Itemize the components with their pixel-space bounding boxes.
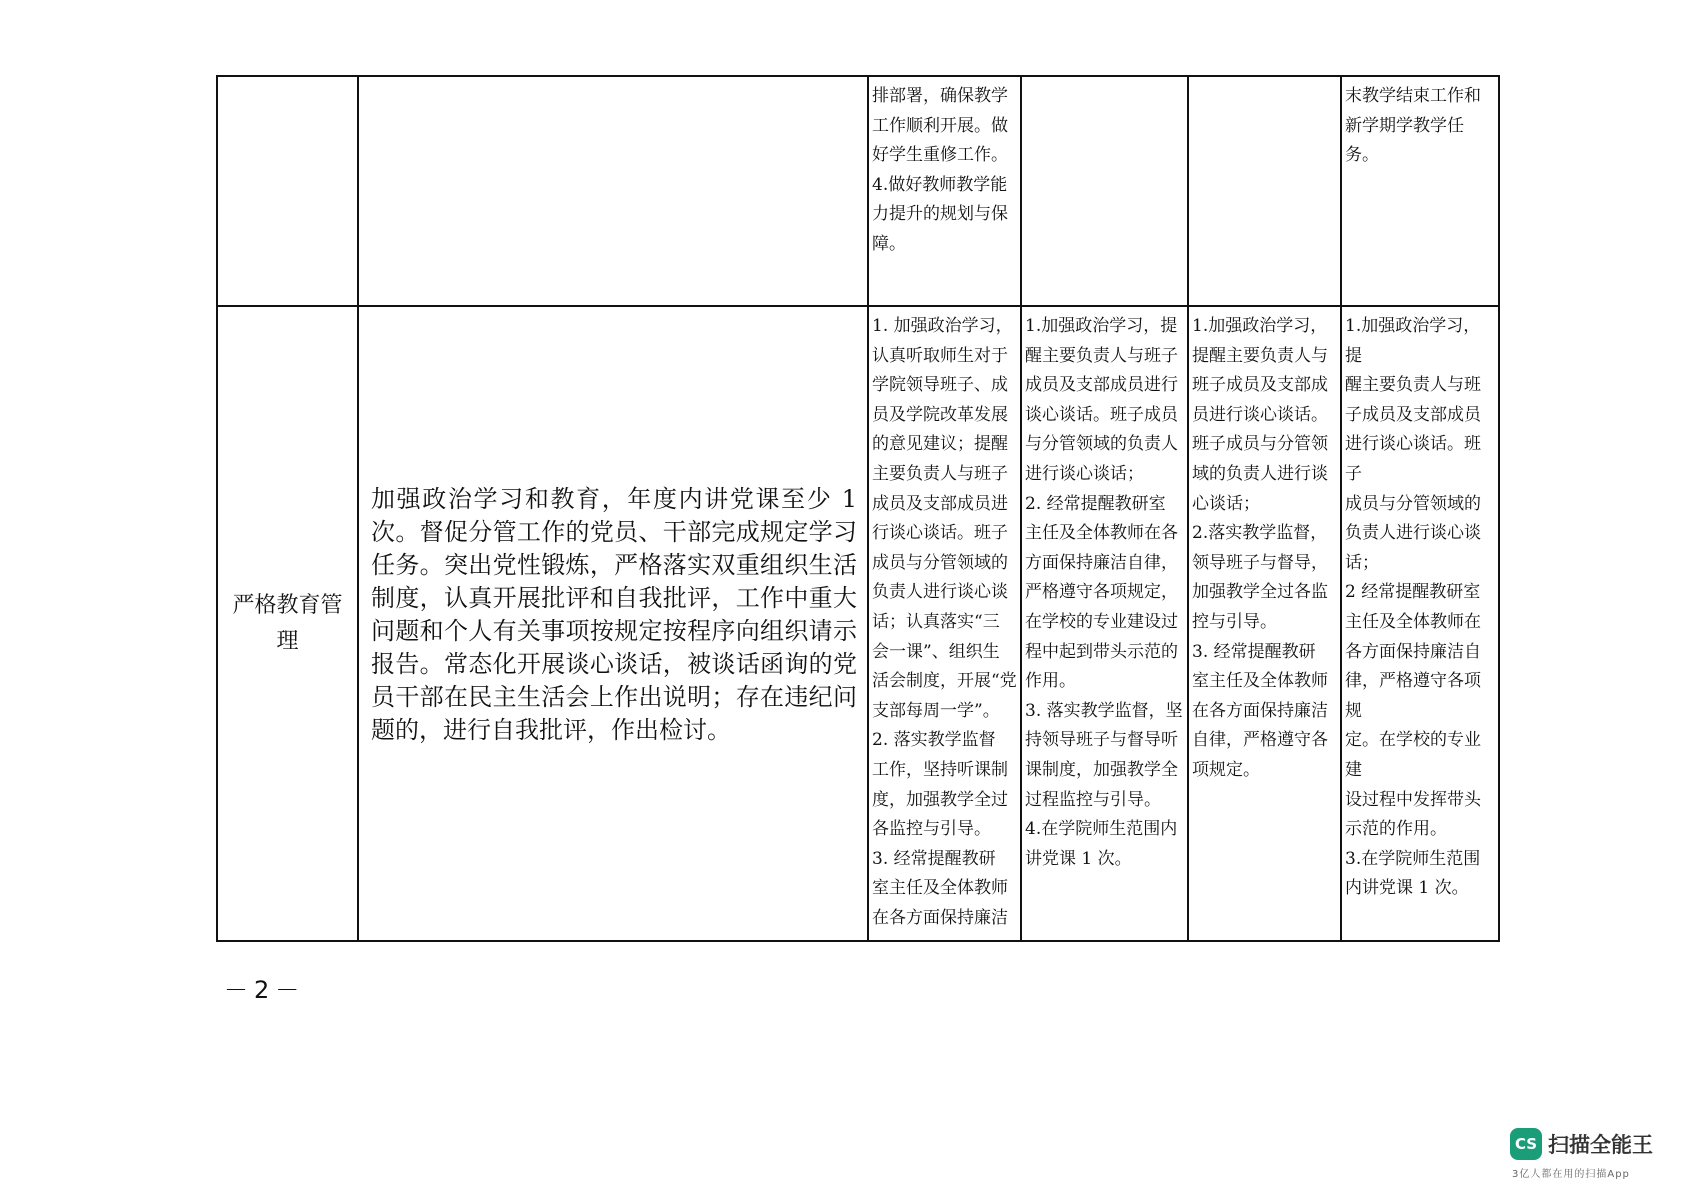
scanner-watermark — [1510, 1128, 1670, 1178]
task-requirement-cell: 加强政治学习和教育，年度内讲党课至少 1 次。督促分管工作的党员、干部完成规定学习任务。突出党性锻炼，严格落实双重组织生活制度，认真开展批评和自我批评，工作中重大问题和个人有关事项按规定按程序向组织请示报告。常态化开展谈心谈话，被谈话函询的党员干部在民主生活会上作出说明；存在违纪问题的，进行自我批评，作出检讨。 — [358, 306, 868, 941]
table-row — [217, 76, 1499, 306]
camscanner-logo-icon: CS — [1510, 1128, 1542, 1160]
measure-cell: 1.加强政治学习， 提醒主要负责人与 班子成员及支部成 员进行谈心谈话。 班子成员与分管领 域的负责人进行谈 心谈话； 2.落实教学监督， 领导班子与督导， 加强教学全过各监 控与引导。 3. 经常提醒教研 室主任及全体教师 在各方面保持廉洁 自律，严格遵守各 项规定。 — [1188, 306, 1341, 941]
task-item-cell: 严格教育管理 — [217, 306, 358, 941]
measure-cell — [1188, 76, 1341, 306]
page-number: －2－ — [224, 976, 306, 1004]
measure-cell: 排部署，确保教学 工作顺利开展。做 好学生重修工作。 4.做好教师教学能 力提升的规划与保 障。 — [868, 76, 1021, 306]
task-requirement-cell — [358, 76, 868, 306]
task-item-cell — [217, 76, 358, 306]
measure-cell: 1. 加强政治学习， 认真听取师生对于 学院领导班子、成 员及学院改革发展 的意见建议；提醒 主要负责人与班子 成员及支部成员进 行谈心谈话。班子 成员与分管领域的 负责人进行谈心谈 话；认真落实“三 会一课”、组织生 活会制度，开展“党 支部每周一学”。 2. 落实教学监督 工作，坚持听课制 度，加强教学全过 各监控与引导。 3. 经常提醒教研 室主任及全体教师 在各方面保持廉洁 — [868, 306, 1021, 941]
watermark-app-name: 扫描全能王 — [1548, 1133, 1653, 1157]
responsibility-table — [216, 75, 1500, 942]
measure-cell: 1.加强政治学习，提 醒主要负责人与班子 成员及支部成员进行 谈心谈话。班子成员 与分管领域的负责人 进行谈心谈话； 2. 经常提醒教研室 主任及全体教师在各 方面保持廉洁自律， 严格遵守各项规定， 在学校的专业建设过 程中起到带头示范的 作用。 3. 落实教学监督，坚 持领导班子与督导听 课制度，加强教学全 过程监控与引导。 4.在学院师生范围内 讲党课 1 次。 — [1021, 306, 1188, 941]
measure-cell: 1.加强政治学习，提 醒主要负责人与班 子成员及支部成员 进行谈心谈话。班子 成员与分管领域的 负责人进行谈心谈 话； 2 经常提醒教研室 主任及全体教师在 各方面保持廉洁自 律，严格遵守各项规 定。在学校的专业建 设过程中发挥带头 示范的作用。 3.在学院师生范围 内讲党课 1 次。 — [1341, 306, 1499, 941]
watermark-tagline: 3亿人都在用的扫描App — [1512, 1169, 1630, 1180]
table-row — [217, 306, 1499, 941]
measure-cell: 末教学结束工作和 新学期学教学任务。 — [1341, 76, 1499, 306]
measure-cell — [1021, 76, 1188, 306]
